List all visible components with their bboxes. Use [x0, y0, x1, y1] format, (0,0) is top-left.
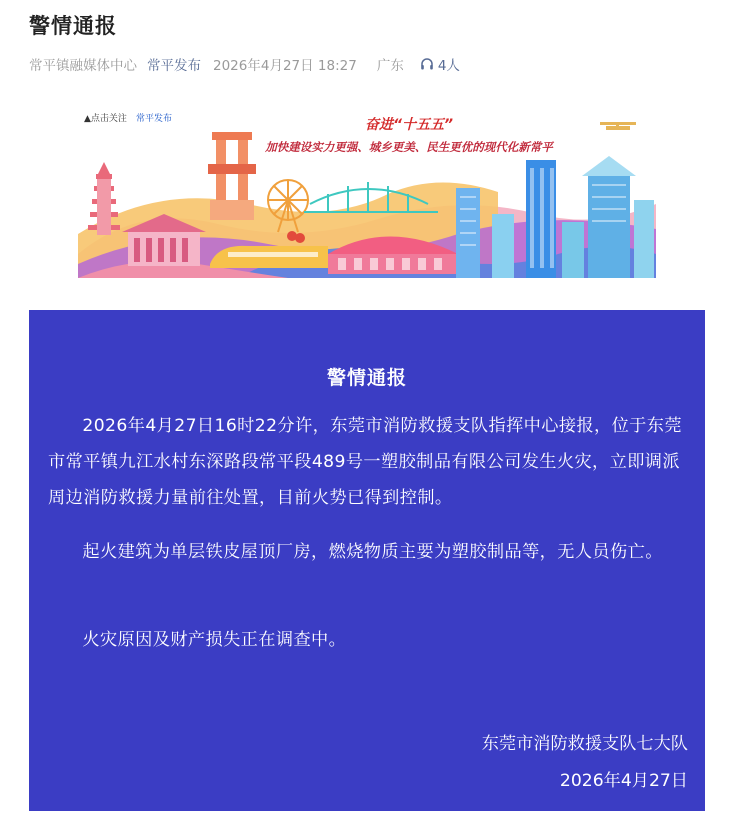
notice-paragraph-2: 起火建筑为单层铁皮屋顶厂房，燃烧物质主要为塑胶制品等，无人员伤亡。 [82, 542, 663, 562]
notice-paragraph-1: 2026年4月27日16时22分许，东莞市消防救援支队指挥中心接报，位于东莞市常平镇九江水村东深路段常平段489号一塑胶制品有限公司发生火灾，立即调派周边消防救援力量前往处置，目前火势已得到控制。 [48, 416, 682, 508]
header-banner-image [78, 104, 656, 278]
listen-count: 4人 [437, 58, 460, 74]
notice-paragraph-3: 火灾原因及财产损失正在调查中。 [82, 630, 347, 650]
listen-button[interactable] [420, 54, 460, 74]
banner-slogan-main: 奋进“十五五” [364, 117, 454, 133]
account-link[interactable]: 常平发布 [147, 58, 201, 74]
article-title: 警情通报 [29, 14, 117, 38]
author-name: 常平镇融媒体中心 [29, 58, 137, 74]
banner-slogan-sub: 加快建设实力更强、城乡更美、民生更优的现代化新常平 [265, 140, 553, 154]
notice-heading: 警情通报 [326, 367, 407, 389]
follow-hint-text: ▲点击关注 [84, 114, 127, 124]
headphones-icon [420, 57, 434, 71]
article-meta [29, 55, 460, 73]
publish-location: 广东 [376, 58, 404, 74]
notice-date: 2026年4月27日 [559, 771, 688, 791]
notice-signature: 东莞市消防救援支队七大队 [481, 734, 688, 754]
follow-account-text: 常平发布 [136, 114, 173, 124]
notice-image [29, 310, 705, 811]
publish-datetime: 2026年4月27日 18:27 [213, 58, 357, 74]
